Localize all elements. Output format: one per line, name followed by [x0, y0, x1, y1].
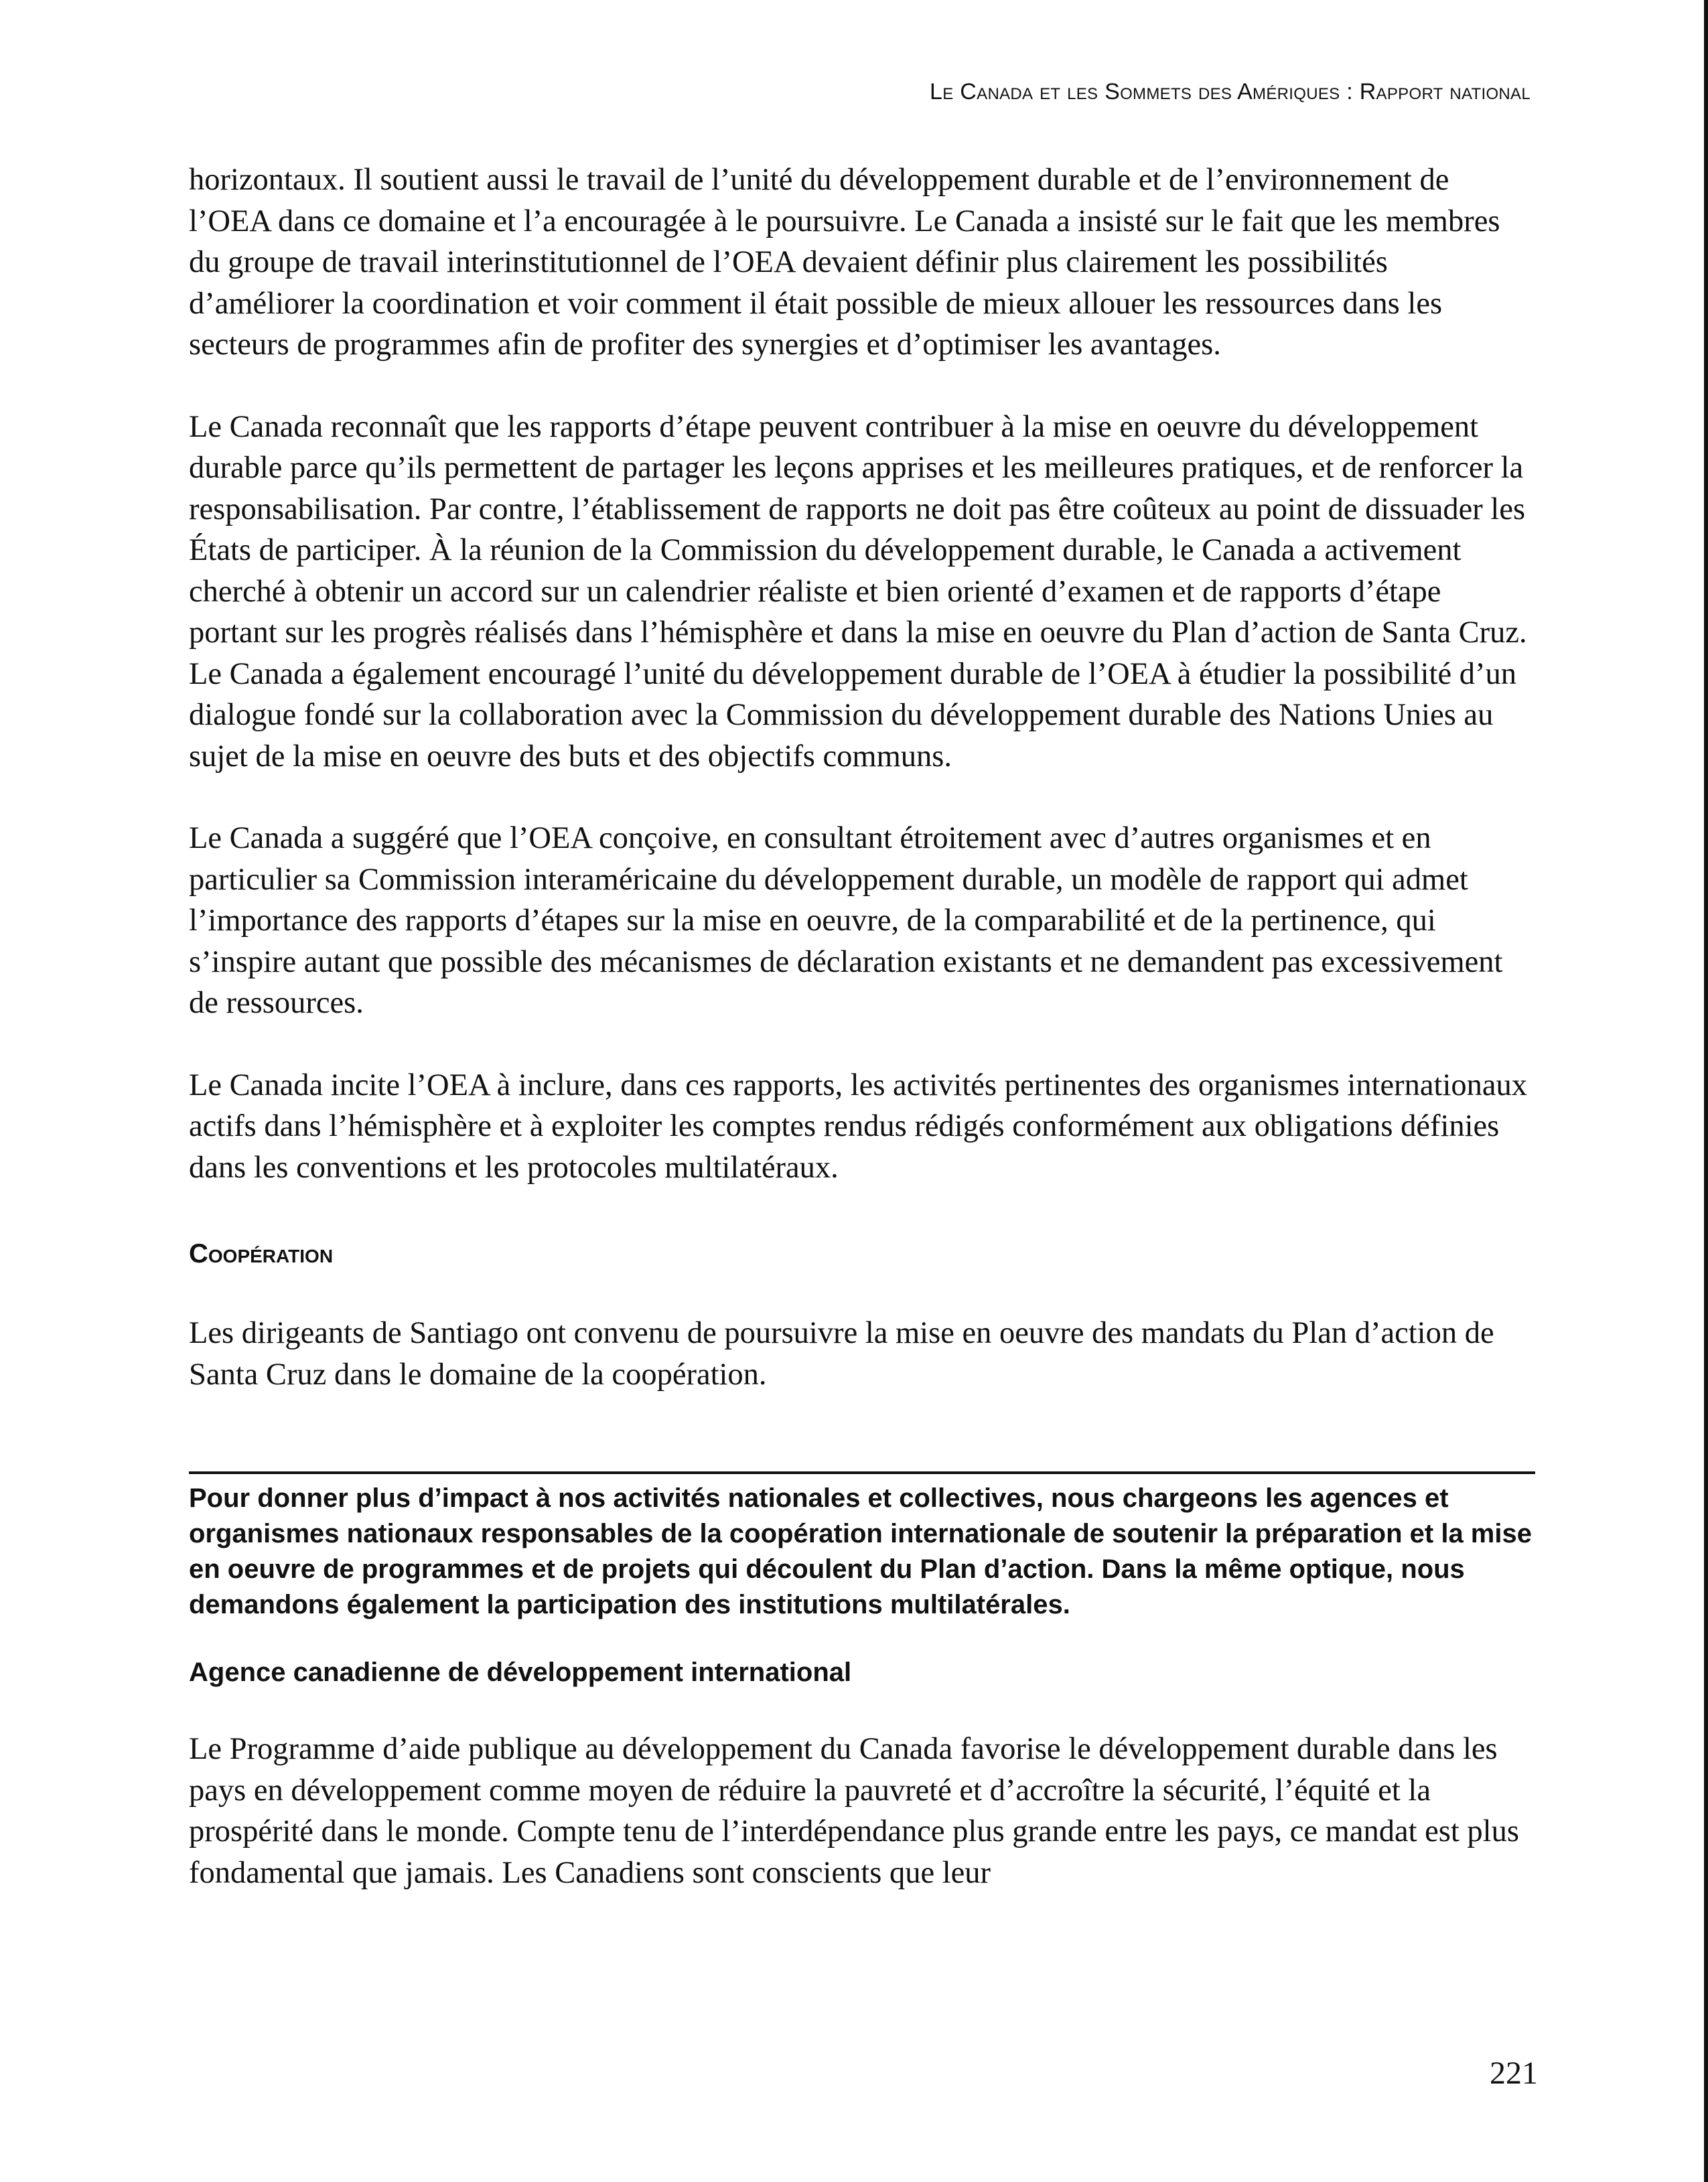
running-header-title: Le Canada et les Sommets des Amériques : Rapport national	[930, 79, 1531, 104]
section-heading: Coopération	[189, 1239, 334, 1268]
page-number: 221	[1490, 2055, 1538, 2091]
body-paragraph: Le Canada reconnaît que les rapports d’étape peuvent contribuer à la mise en oeuvre du développement durable parce qu’ils permettent de partager les leçons apprises et les meilleures pratiques, et de renforcer la responsabilisation. Par contre, l’établissement de rapports ne doit pas être coûteux au point de dissuader les États de participer. À la réunion de la Commission du développement durable, le Canada a activement cherché à obtenir un accord sur un calendrier réaliste et bien orienté d’examen et de rapports d’étape portant sur les progrès réalisés dans l’hémisphère et dans la mise en oeuvre du Plan d’action de Santa Cruz. Le Canada a également encouragé l’unité du développement durable de l’OEA à étudier la possibilité d’un dialogue fondé sur la collaboration avec la Commission du développement durable des Nations Unies au sujet de la mise en oeuvre des buts et des objectifs communs.	[189, 409, 1527, 774]
callout-quote: Pour donner plus d’impact à nos activités nationales et collectives, nous chargeons les agences et organismes nationaux responsables de la coopération internationale de soutenir la préparation et la mise en oeuvre de programmes et de projets qui découlent du Plan d’action. Dans la même optique, nous demandons également la participation des institutions multilatérales.	[189, 1483, 1532, 1619]
body-paragraph: Le Canada a suggéré que l’OEA conçoive, en consultant étroitement avec d’autres organismes et en particulier sa Commission interaméricaine du développement durable, un modèle de rapport qui admet l’importance des rapports d’étapes sur la mise en oeuvre, de la comparabilité et de la pertinence, qui s’inspire autant que possible des mécanismes de déclaration existants et ne demandent pas excessivement de ressources.	[189, 821, 1503, 1020]
running-header	[930, 79, 1531, 105]
body-paragraph: Le Canada incite l’OEA à inclure, dans ces rapports, les activités pertinentes des organismes internationaux actifs dans l’hémisphère et à exploiter les comptes rendus rédigés conformément aux obligations définies dans les conventions et les protocoles multilatéraux.	[189, 1068, 1528, 1185]
page-edge-line	[1704, 0, 1708, 2182]
subsection-paragraph: Le Programme d’aide publique au développement du Canada favorise le développement durable dans les pays en développement comme moyen de réduire la pauvreté et d’accroître la sécurité, l’équité et la prospérité dans le monde. Compte tenu de l’interdépendance plus grande entre les pays, ce mandat est plus fondamental que jamais. Les Canadiens sont conscients que leur	[189, 1732, 1519, 1890]
body-paragraph: horizontaux. Il soutient aussi le travail de l’unité du développement durable et de l’environnement de l’OEA dans ce domaine et l’a encouragée à le poursuivre. Le Canada a insisté sur le fait que les membres du groupe de travail interinstitutionnel de l’OEA devaient définir plus clairement les possibilités d’améliorer la coordination et voir comment il était possible de mieux allouer les ressources dans les secteurs de programmes afin de profiter des synergies et d’optimiser les avantages.	[189, 163, 1500, 362]
page-content	[189, 159, 1535, 1893]
section-intro-paragraph: Les dirigeants de Santiago ont convenu de poursuivre la mise en oeuvre des mandats du Plan d’action de Santa Cruz dans le domaine de la coopération.	[189, 1316, 1494, 1392]
subsection-heading: Agence canadienne de développement international	[189, 1658, 852, 1687]
